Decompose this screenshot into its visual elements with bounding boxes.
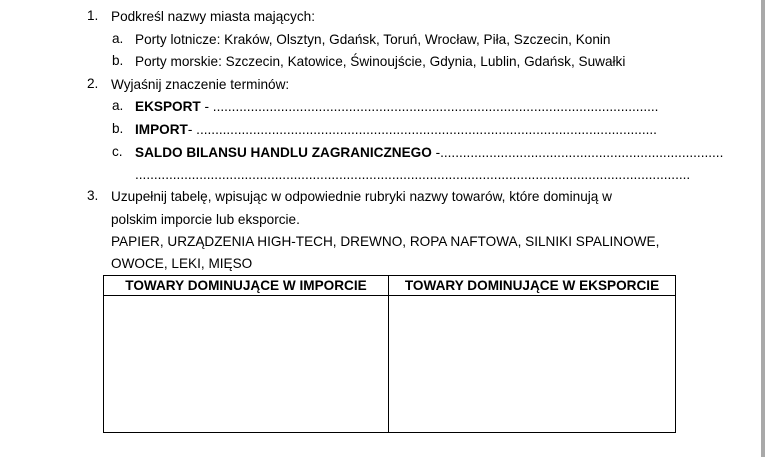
q3-text-line2: polskim imporcie lub eksporcie.: [111, 212, 300, 227]
q1-number: 1.: [87, 8, 99, 23]
q2c-continuation: ...................................................................................................................................................: [135, 167, 691, 182]
q2c-marker: c.: [112, 144, 123, 159]
goods-table: [103, 275, 676, 433]
col-header-import: TOWARY DOMINUJĄCE W IMPORCIE: [104, 276, 389, 296]
q3-goods-line1: PAPIER, URZĄDZENIA HIGH-TECH, DREWNO, ROPA NAFTOWA, SILNIKI SPALINOWE,: [111, 234, 660, 249]
q2a-line: [135, 98, 658, 115]
page-edge-rule: [761, 0, 765, 457]
q2b-fill: - ..........................................................................................................................: [187, 122, 657, 137]
export-answer-cell[interactable]: [389, 296, 676, 433]
q3-text-line1: Uzupełnij tabelę, wpisując w odpowiednie rubryki nazwy towarów, które dominują w: [111, 189, 612, 204]
q3-number: 3.: [87, 188, 99, 203]
q1a-marker: a.: [112, 31, 124, 46]
q2c-term: SALDO BILANSU HANDLU ZAGRANICZNEGO: [135, 145, 432, 160]
q1a-text: Porty lotnicze: Kraków, Olsztyn, Gdańsk, Toruń, Wrocław, Piła, Szczecin, Konin: [135, 32, 611, 47]
q3-goods-line2: OWOCE, LEKI, MIĘSO: [111, 256, 253, 271]
q2b-line: [135, 121, 657, 138]
table-answer-row: [104, 296, 676, 433]
q2c-fill: -...........................................................................: [431, 145, 724, 160]
q1-text: Podkreśl nazwy miasta mających:: [111, 9, 315, 24]
import-answer-cell[interactable]: [104, 296, 389, 433]
q2-number: 2.: [87, 76, 99, 91]
q2a-marker: a.: [112, 98, 124, 113]
q2b-marker: b.: [112, 121, 124, 136]
q2a-term: EKSPORT: [135, 99, 201, 114]
q2b-term: IMPORT: [135, 122, 188, 137]
table-header-row: [104, 276, 676, 296]
col-header-export: TOWARY DOMINUJĄCE W EKSPORCIE: [389, 276, 676, 296]
q1b-marker: b.: [112, 53, 124, 68]
q2-text: Wyjaśnij znaczenie terminów:: [111, 77, 290, 92]
q1b-text: Porty morskie: Szczecin, Katowice, Świnoujście, Gdynia, Lublin, Gdańsk, Suwałki: [135, 54, 626, 69]
q2a-fill: - ......................................................................................................................: [200, 99, 659, 114]
q2c-line: [135, 144, 723, 161]
